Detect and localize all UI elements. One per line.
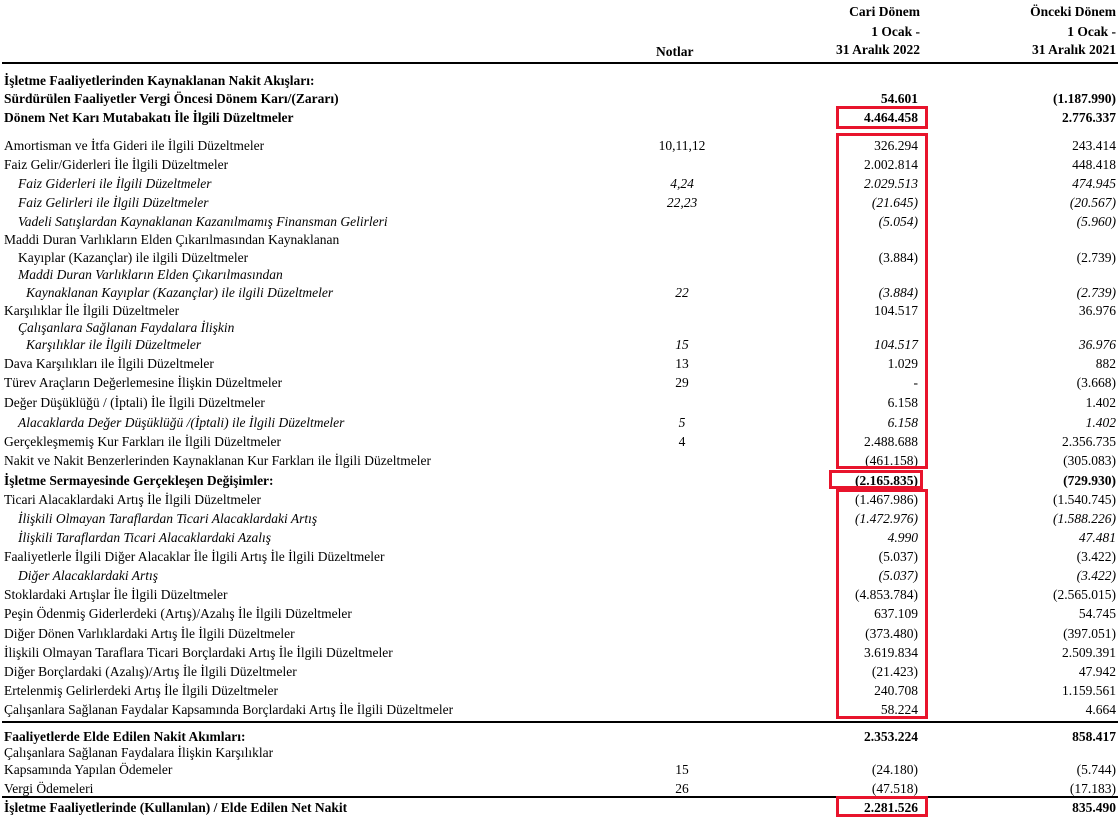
row-previous-value: 835.490 bbox=[1072, 800, 1116, 815]
row-label: Vadeli Satışlardan Kaynaklanan Kazanılmamış Finansman Gelirleri bbox=[18, 214, 388, 229]
row-label: İlişkili Olmayan Taraflara Ticari Borçlardaki Artış İle İlgili Düzeltmeler bbox=[4, 645, 393, 660]
row-label: Kapsamında Yapılan Ödemeler bbox=[4, 762, 173, 777]
row-label: Diğer Dönen Varlıklardaki Artış İle İlgili Düzeltmeler bbox=[4, 626, 295, 641]
row-current-value: 2.002.814 bbox=[864, 157, 918, 172]
row-previous-value: 2.776.337 bbox=[1062, 110, 1116, 125]
table-row bbox=[0, 231, 1120, 250]
row-previous-value: 1.402 bbox=[1085, 395, 1116, 410]
row-previous-value: 858.417 bbox=[1072, 729, 1116, 744]
row-label: Alacaklarda Değer Düşüklüğü /(İptali) ile İlgili Düzeltmeler bbox=[18, 415, 345, 430]
header-rule bbox=[2, 62, 1118, 64]
row-current-value: 104.517 bbox=[874, 337, 918, 352]
row-label: Faaliyetlerle İlgili Diğer Alacaklar İle İlgili Artış İle İlgili Düzeltmeler bbox=[4, 549, 385, 564]
row-previous-value: 1.159.561 bbox=[1062, 683, 1116, 698]
row-previous-value: 243.414 bbox=[1072, 138, 1116, 153]
row-label: Gerçekleşmemiş Kur Farkları ile İlgili Düzeltmeler bbox=[4, 434, 282, 449]
row-label: Maddi Duran Varlıkların Elden Çıkarılmasından bbox=[18, 267, 283, 282]
row-current-value: (1.472.976) bbox=[855, 511, 918, 526]
current-period-start: 1 Ocak - bbox=[871, 24, 920, 39]
row-previous-value: (17.183) bbox=[1069, 781, 1116, 796]
row-current-value: 4.990 bbox=[887, 530, 918, 545]
row-previous-value: (5.960) bbox=[1076, 214, 1116, 229]
row-previous-value: 4.664 bbox=[1085, 702, 1116, 717]
previous-period-start: 1 Ocak - bbox=[1067, 24, 1116, 39]
row-previous-value: 54.745 bbox=[1078, 606, 1116, 621]
row-current-value: (461.158) bbox=[865, 453, 918, 468]
row-label: İşletme Sermayesinde Gerçekleşen Değişimler: bbox=[4, 473, 274, 488]
row-previous-value: (20.567) bbox=[1069, 195, 1116, 210]
row-label: Vergi Ödemeleri bbox=[4, 781, 94, 796]
row-current-value: (47.518) bbox=[871, 781, 918, 796]
table-row bbox=[0, 355, 1120, 374]
row-label: Sürdürülen Faaliyetler Vergi Öncesi Dönem Karı/(Zararı) bbox=[4, 91, 339, 106]
row-current-value: 2.353.224 bbox=[864, 729, 918, 744]
row-current-value: 2.281.526 bbox=[864, 800, 918, 815]
row-current-value: - bbox=[913, 375, 918, 390]
row-label: Karşılıklar İle İlgili Düzeltmeler bbox=[4, 303, 180, 318]
row-previous-value: 2.509.391 bbox=[1062, 645, 1116, 660]
row-label: Ticari Alacaklardaki Artış İle İlgili Düzeltmeler bbox=[4, 492, 262, 507]
table-row bbox=[0, 799, 1120, 818]
row-note: 4,24 bbox=[670, 176, 694, 191]
row-label: Dönem Net Karı Mutabakatı İle İlgili Düzeltmeler bbox=[4, 110, 294, 125]
row-note: 29 bbox=[675, 375, 689, 390]
table-row bbox=[0, 137, 1120, 156]
row-previous-value: (2.739) bbox=[1076, 285, 1116, 300]
table-row bbox=[0, 175, 1120, 194]
row-note: 5 bbox=[678, 415, 686, 430]
table-row bbox=[0, 194, 1120, 213]
row-previous-value: 474.945 bbox=[1072, 176, 1116, 191]
row-current-value: (5.037) bbox=[878, 568, 918, 583]
row-label: Diğer Borçlardaki (Azalış)/Artış İle İlgili Düzeltmeler bbox=[4, 664, 297, 679]
row-current-value: 4.464.458 bbox=[864, 110, 918, 125]
row-current-value: (373.480) bbox=[865, 626, 918, 641]
current-period-title: Cari Dönem bbox=[849, 4, 920, 19]
row-current-value: 240.708 bbox=[874, 683, 918, 698]
row-previous-value: (2.739) bbox=[1076, 250, 1116, 265]
row-label: İşletme Faaliyetlerinden Kaynaklanan Nakit Akışları: bbox=[4, 73, 315, 88]
table-row bbox=[0, 682, 1120, 701]
table-row bbox=[0, 780, 1120, 799]
row-current-value: (2.165.835) bbox=[855, 473, 918, 488]
row-note: 22,23 bbox=[666, 195, 698, 210]
table-row bbox=[0, 472, 1120, 491]
row-previous-value: (3.668) bbox=[1076, 375, 1116, 390]
row-label: Peşin Ödenmiş Giderlerdeki (Artış)/Azalış İle İlgili Düzeltmeler bbox=[4, 606, 352, 621]
table-row bbox=[0, 72, 1120, 91]
table-row bbox=[0, 625, 1120, 644]
row-label: Çalışanlara Sağlanan Faydalara İlişkin bbox=[18, 320, 235, 335]
row-current-value: 6.158 bbox=[887, 415, 918, 430]
table-row bbox=[0, 394, 1120, 413]
row-current-value: 104.517 bbox=[874, 303, 918, 318]
row-label: Maddi Duran Varlıkların Elden Çıkarılmasından Kaynaklanan bbox=[4, 232, 340, 247]
row-previous-value: 36.976 bbox=[1078, 303, 1116, 318]
table-row bbox=[0, 605, 1120, 624]
row-previous-value: 882 bbox=[1095, 356, 1116, 371]
table-row bbox=[0, 510, 1120, 529]
previous-period-end: 31 Aralık 2021 bbox=[1031, 42, 1116, 57]
table-row bbox=[0, 452, 1120, 471]
table-row bbox=[0, 491, 1120, 510]
row-label: Kayıplar (Kazançlar) ile ilgili Düzeltmeler bbox=[18, 250, 249, 265]
row-current-value: (5.037) bbox=[878, 549, 918, 564]
row-previous-value: (3.422) bbox=[1076, 568, 1116, 583]
row-label: Faiz Gelirleri ile İlgili Düzeltmeler bbox=[18, 195, 209, 210]
notes-column-header: Notlar bbox=[656, 44, 694, 59]
row-label: Stoklardaki Artışlar İle İlgili Düzeltmeler bbox=[4, 587, 228, 602]
row-current-value: 2.029.513 bbox=[864, 176, 918, 191]
row-label: Nakit ve Nakit Benzerlerinden Kaynaklanan Kur Farkları ile İlgili Düzeltmeler bbox=[4, 453, 431, 468]
row-label: İlişkili Olmayan Taraflardan Ticari Alacaklardaki Artış bbox=[18, 511, 318, 526]
table-row bbox=[0, 109, 1120, 128]
table-row bbox=[0, 586, 1120, 605]
row-label: Çalışanlara Sağlanan Faydalara İlişkin Karşılıklar bbox=[4, 745, 274, 760]
row-label: Kaynaklanan Kayıplar (Kazançlar) ile ilgili Düzeltmeler bbox=[26, 285, 334, 300]
row-previous-value: (1.588.226) bbox=[1053, 511, 1116, 526]
row-current-value: (4.853.784) bbox=[855, 587, 918, 602]
table-row bbox=[0, 761, 1120, 780]
row-current-value: 2.488.688 bbox=[864, 434, 918, 449]
previous-period-title: Önceki Dönem bbox=[1030, 4, 1116, 19]
row-note: 4 bbox=[678, 434, 686, 449]
row-previous-value: 1.402 bbox=[1085, 415, 1116, 430]
row-previous-value: 36.976 bbox=[1078, 337, 1116, 352]
row-current-value: (1.467.986) bbox=[855, 492, 918, 507]
row-previous-value: (2.565.015) bbox=[1053, 587, 1116, 602]
row-label: İşletme Faaliyetlerinde (Kullanılan) / Elde Edilen Net Nakit bbox=[4, 800, 348, 815]
table-row bbox=[0, 414, 1120, 433]
table-row bbox=[0, 90, 1120, 109]
row-previous-value: 448.418 bbox=[1072, 157, 1116, 172]
table-row bbox=[0, 156, 1120, 175]
row-label: Ertelenmiş Gelirlerdeki Artış İle İlgili Düzeltmeler bbox=[4, 683, 279, 698]
row-previous-value: 47.481 bbox=[1078, 530, 1116, 545]
row-previous-value: (1.187.990) bbox=[1053, 91, 1116, 106]
row-current-value: (21.645) bbox=[871, 195, 918, 210]
row-previous-value: (5.744) bbox=[1076, 762, 1116, 777]
row-current-value: 3.619.834 bbox=[864, 645, 918, 660]
table-row bbox=[0, 433, 1120, 452]
row-label: İlişkili Taraflardan Ticari Alacaklardaki Azalış bbox=[18, 530, 272, 545]
row-note: 15 bbox=[675, 337, 689, 352]
row-current-value: (5.054) bbox=[878, 214, 918, 229]
table-row bbox=[0, 266, 1120, 285]
table-row bbox=[0, 284, 1120, 303]
row-previous-value: (397.051) bbox=[1063, 626, 1116, 641]
table-row bbox=[0, 663, 1120, 682]
row-current-value: (21.423) bbox=[871, 664, 918, 679]
row-label: Değer Düşüklüğü / (İptali) İle İlgili Düzeltmeler bbox=[4, 395, 265, 410]
row-label: Karşılıklar ile İlgili Düzeltmeler bbox=[26, 337, 202, 352]
row-previous-value: (729.930) bbox=[1063, 473, 1116, 488]
table-row bbox=[0, 644, 1120, 663]
table-row bbox=[0, 567, 1120, 586]
row-note: 22 bbox=[675, 285, 689, 300]
row-label: Faiz Gelir/Giderleri İle İlgili Düzeltmeler bbox=[4, 157, 229, 172]
row-note: 15 bbox=[675, 762, 689, 777]
row-label: Dava Karşılıkları ile İlgili Düzeltmeler bbox=[4, 356, 214, 371]
row-label: Amortisman ve İtfa Gideri ile İlgili Düzeltmeler bbox=[4, 138, 265, 153]
table-row bbox=[0, 213, 1120, 232]
row-current-value: 637.109 bbox=[874, 606, 918, 621]
row-current-value: (24.180) bbox=[871, 762, 918, 777]
row-current-value: (3.884) bbox=[878, 250, 918, 265]
row-current-value: (3.884) bbox=[878, 285, 918, 300]
row-previous-value: (1.540.745) bbox=[1053, 492, 1116, 507]
row-label: Diğer Alacaklardaki Artış bbox=[18, 568, 158, 583]
row-note: 26 bbox=[675, 781, 689, 796]
row-current-value: 6.158 bbox=[887, 395, 918, 410]
table-row bbox=[0, 701, 1120, 720]
row-current-value: 1.029 bbox=[887, 356, 918, 371]
row-label: Faaliyetlerde Elde Edilen Nakit Akımları: bbox=[4, 729, 246, 744]
row-current-value: 54.601 bbox=[880, 91, 918, 106]
row-previous-value: 2.356.735 bbox=[1062, 434, 1116, 449]
row-previous-value: (305.083) bbox=[1063, 453, 1116, 468]
table-row bbox=[0, 529, 1120, 548]
table-row bbox=[0, 336, 1120, 355]
row-previous-value: 47.942 bbox=[1078, 664, 1116, 679]
row-note: 10,11,12 bbox=[658, 138, 706, 153]
row-label: Çalışanlara Sağlanan Faydalar Kapsamında Borçlardaki Artış İle İlgili Düzeltmeler bbox=[4, 702, 454, 717]
row-note: 13 bbox=[675, 356, 689, 371]
section-rule bbox=[2, 721, 1118, 723]
row-label: Türev Araçların Değerlemesine İlişkin Düzeltmeler bbox=[4, 375, 283, 390]
current-period-end: 31 Aralık 2022 bbox=[835, 42, 920, 57]
row-previous-value: (3.422) bbox=[1076, 549, 1116, 564]
table-row bbox=[0, 548, 1120, 567]
row-label: Faiz Giderleri ile İlgili Düzeltmeler bbox=[18, 176, 212, 191]
row-current-value: 326.294 bbox=[874, 138, 918, 153]
table-row bbox=[0, 374, 1120, 393]
row-current-value: 58.224 bbox=[880, 702, 918, 717]
